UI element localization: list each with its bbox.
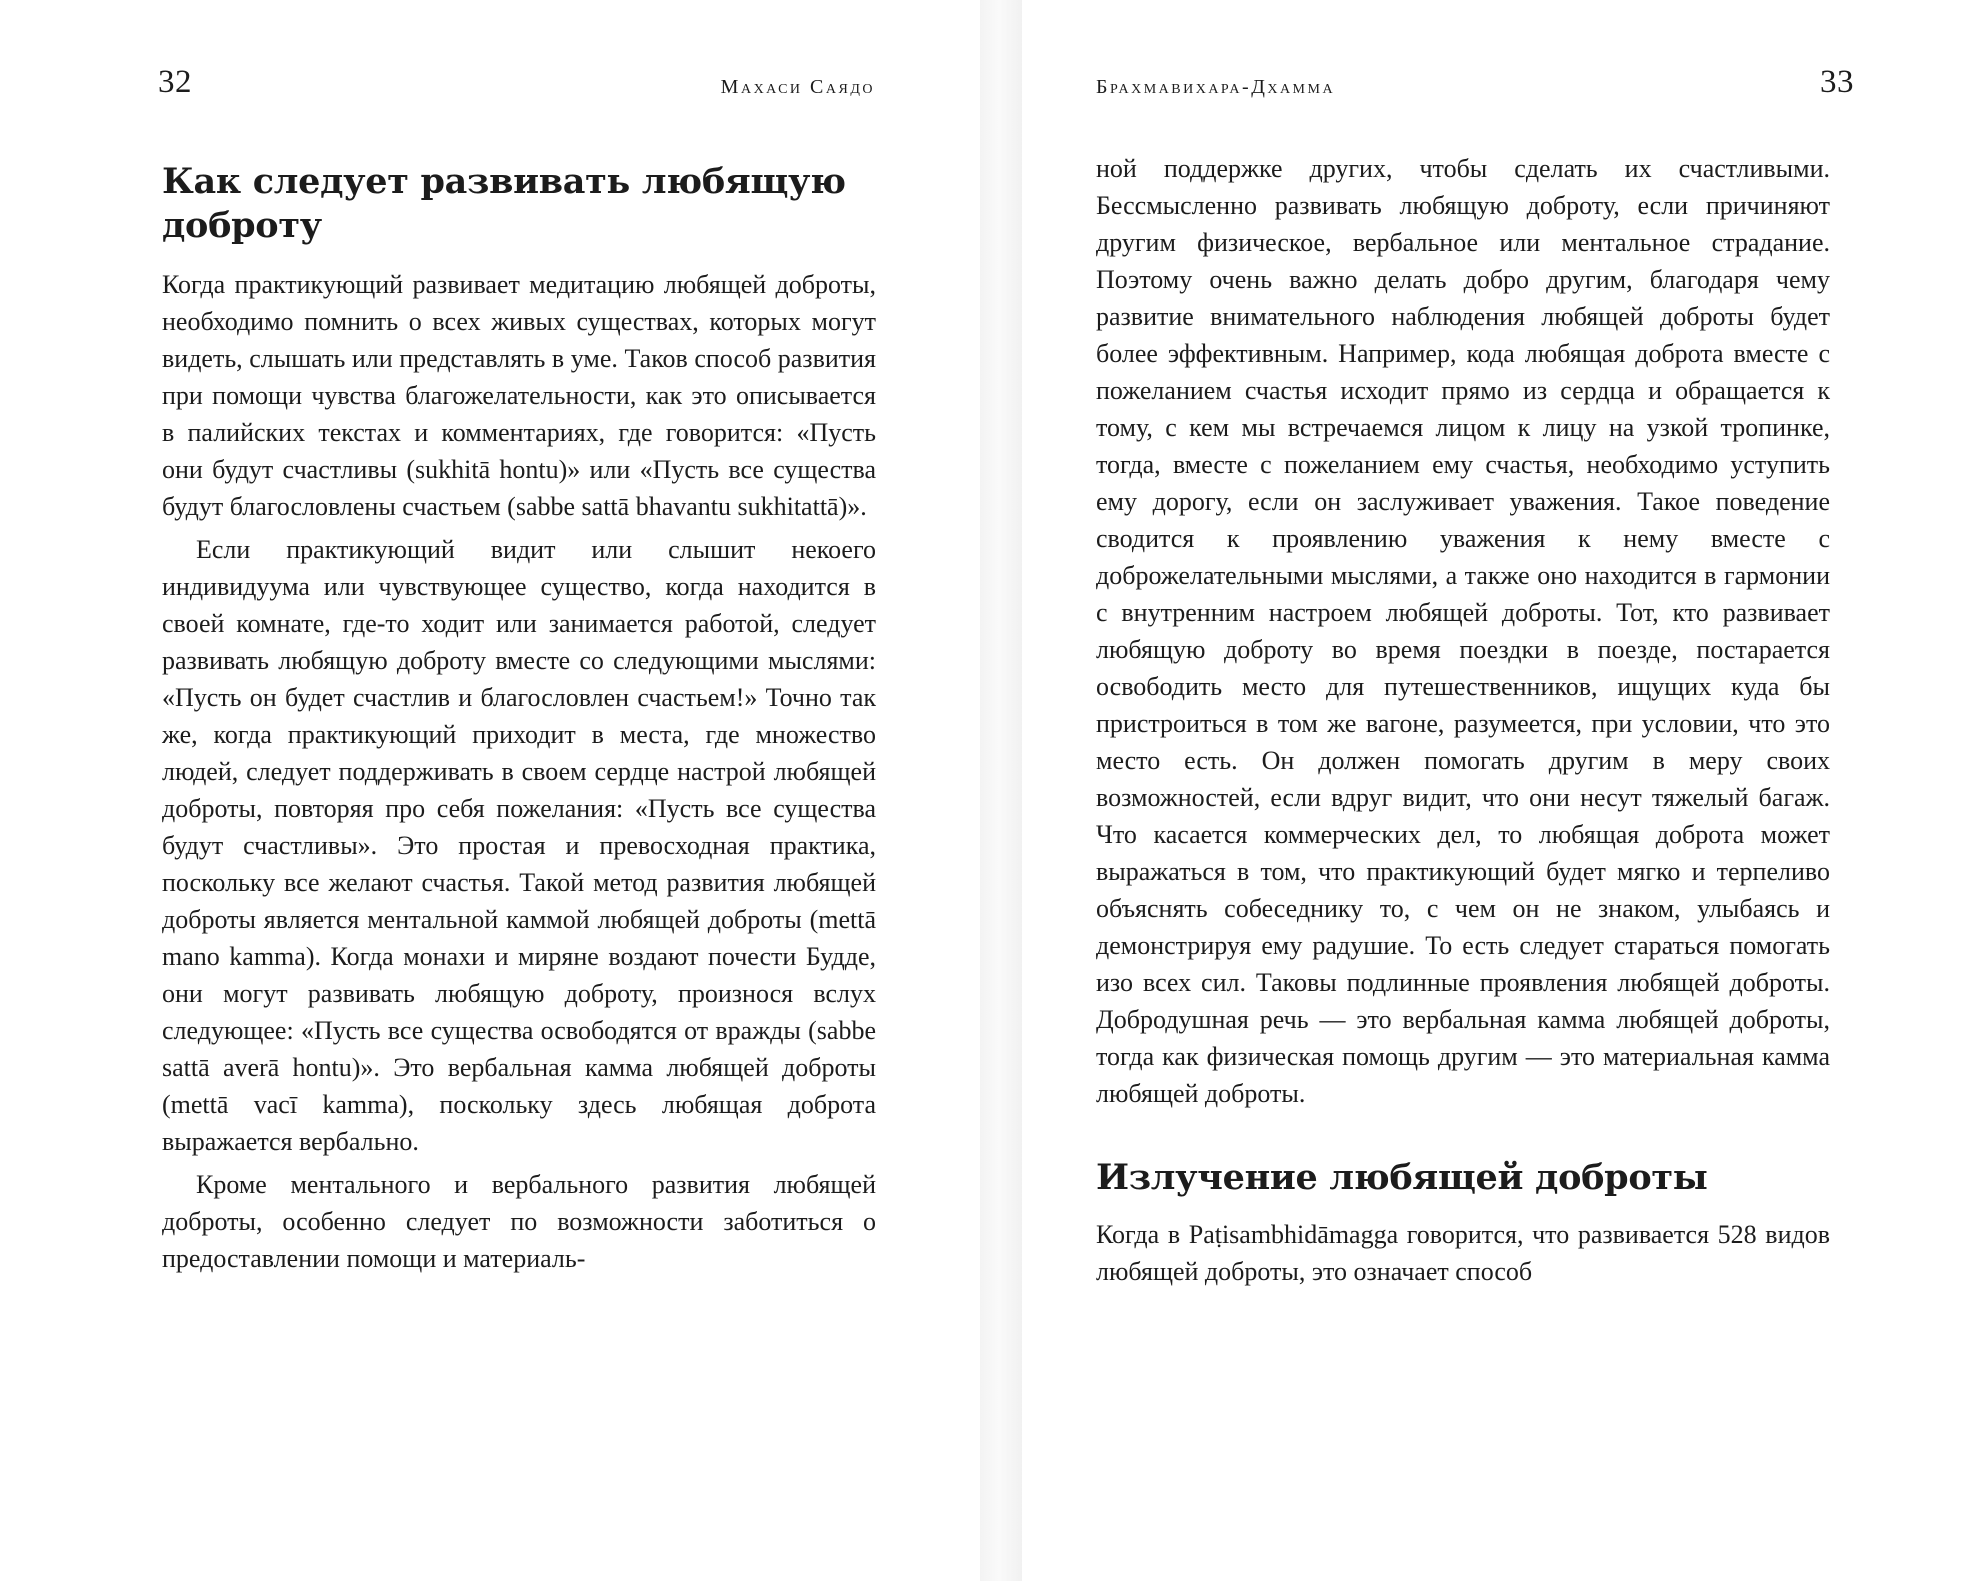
- section-heading: Как следует развивать любящую доброту: [162, 161, 846, 246]
- text-column: [162, 160, 876, 1277]
- section-heading: Излучение любящей доброты: [1096, 1157, 1708, 1198]
- paragraph: Кроме ментального и вербального развития любящей доброты, особенно следует по возможности заботиться о предоставлении помощи и материаль-: [162, 1170, 876, 1273]
- paragraph: Когда в Paṭisambhidāmagga говорится, что развивается 528 видов любящей доброты, это означает способ: [1096, 1220, 1830, 1286]
- paragraph: Если практикующий видит или слышит некоего индивидуума или чувствующее существо, когда находится в своей комнате, где-то ходит или занимается работой, следует развивать любящую доброту вместе со следующими мыслями: «Пусть он будет счастлив и благословлен счастьем!» Точно так же, когда практикующий приходит в места, где множество людей, следует поддерживать в своем сердце настрой любящей доброты, повторяя про себя пожелания: «Пусть все существа будут счастливы». Это простая и превосходная практика, поскольку все желают счастья. Такой метод развития любящей доброты является ментальной каммой любящей доброты (mettā mano kamma). Когда монахи и миряне воздают почести Будде, они могут развивать любящую доброту, произнося вслух следующее: «Пусть все существа освободятся от вражды (sabbe sattā averā hontu)». Это вербальная камма любящей доброты (mettā vacī kamma), поскольку здесь любящая доброта выражается вербально.: [162, 535, 876, 1156]
- text-column: [1096, 150, 1830, 1290]
- left-page: [0, 0, 980, 1581]
- running-head: Махаси Саядо: [720, 76, 875, 98]
- paragraph: ной поддержке других, чтобы сделать их счастливыми. Бессмысленно развивать любящую доброту, если причиняют другим физическое, вербальное или ментальное страдание. Поэтому очень важно делать добро другим, благодаря чему развитие внимательного наблюдения любящей доброты будет более эффективным. Например, кода любящая доброта вместе с пожеланием счастья исходит прямо из сердца и обращается к тому, с кем мы встречаемся лицом к лицу на узкой тропинке, тогда, вместе с пожеланием ему счастья, необходимо уступить ему дорогу, если он заслуживает уважения. Такое поведение сводится к проявлению уважения к нему вместе с доброжелательными мыслями, а также оно находится в гармонии с внутренним настроем любящей доброты. Тот, кто развивает любящую доброту во время поездки в поезде, постарается освободить место для путешественников, ищущих куда бы пристроиться в том же вагоне, разумеется, при условии, что это место есть. Он должен помогать другим в меру своих возможностей, если вдруг видит, что они несут тяжелый багаж. Что касается коммерческих дел, то любящая доброта может выражаться в том, что практикующий будет мягко и терпеливо объяснять собеседнику то, с чем он не знаком, улыбаясь и демонстрируя ему радушие. То есть следует стараться помогать изо всех сил. Таковы подлинные проявления любящей доброты. Добродушная речь — это вербальная камма любящей доброты, тогда как физическая помощь другим — это материальная камма любящей доброты.: [1096, 154, 1830, 1108]
- page-number: 32: [158, 64, 192, 100]
- paragraph: Когда практикующий развивает медитацию любящей доброты, необходимо помнить о всех живых существах, которых могут видеть, слышать или представлять в уме. Таков способ развития при помощи чувства благожелательности, как это описывается в палийских текстах и комментариях, где говорится: «Пусть они будут счастливы (sukhitā hontu)» или «Пусть все существа будут благословлены счастьем (sabbe sattā bhavantu sukhitattā)».: [162, 270, 876, 521]
- book-gutter: [980, 0, 1022, 1581]
- right-page: [1022, 0, 1962, 1581]
- running-head: Брахмавихара-Дхамма: [1096, 76, 1336, 98]
- page-number: 33: [1820, 64, 1854, 100]
